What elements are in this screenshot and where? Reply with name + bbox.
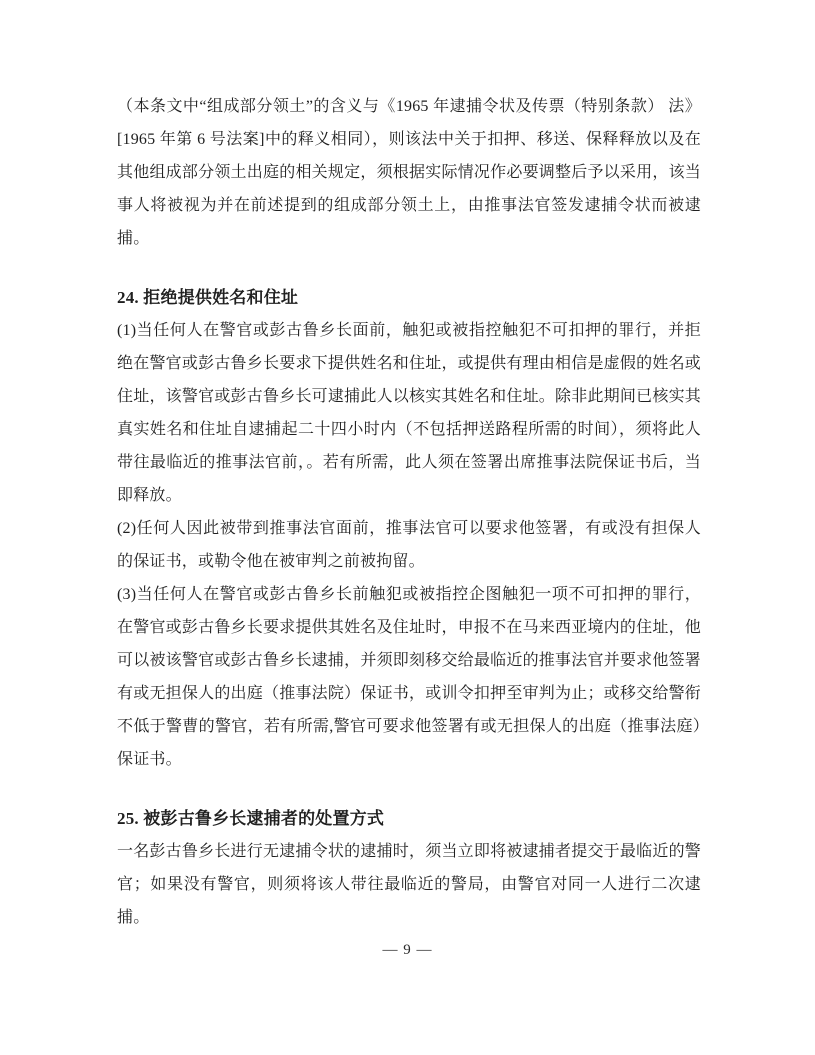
section-24-heading: 24. 拒绝提供姓名和住址 xyxy=(117,288,299,307)
section-24-paragraph-3: (3)当任何人在警官或彭古鲁乡长前触犯或被指控企图触犯一项不可扣押的罪行，在警官或彭古鲁乡长要求提供其姓名及住址时，申报不在马来西亚境内的住址，他可以被该警官或彭古鲁乡长逮捕，并须即刻移交给最临近的推事法官并要求他签署有或无担保人的出庭（推事法院）保证书，或训令扣押至审判为止；或移交给警衔不低于警曹的警官，若有所需,警官可要求他签署有或无担保人的出庭（推事法庭）保证书。 xyxy=(117,586,701,768)
section-25-heading: 25. 被彭古鲁乡长逮捕者的处置方式 xyxy=(117,809,385,828)
section-25-paragraph-1: 一名彭古鲁乡长进行无逮捕令状的逮捕时，须当立即将被逮捕者提交于最临近的警官；如果没有警官，则须将该人带往最临近的警局，由警官对同一人进行二次逮捕。 xyxy=(117,843,701,926)
section-24-paragraph-1: (1)当任何人在警官或彭古鲁乡长面前，触犯或被指控触犯不可扣押的罪行，并拒绝在警官或彭古鲁乡长要求下提供姓名和住址，或提供有理由相信是虚假的姓名或住址，该警官或彭古鲁乡长可逮捕此人以核实其姓名和住址。除非此期间已核实其真实姓名和住址自逮捕起二十四小时内（不包括押送路程所需的时间），须将此人带往最临近的推事法官前，。若有所需，此人须在签署出席推事法院保证书后，当即释放。 xyxy=(117,322,701,504)
intro-paragraph: （本条文中“组成部分领土”的含义与《1965 年逮捕令状及传票（特别条款） 法》[1965 年第 6 号法案]中的释义相同），则该法中关于扣押、移送、保释释放以及在其他组成部分领土出庭的相关规定，须根据实际情况作必要调整后予以采用，该当事人将被视为并在前述提到的组成部分领土上，由推事法官签发逮捕令状而被逮捕。 xyxy=(117,98,701,247)
section-24-paragraph-2: (2)任何人因此被带到推事法官面前，推事法官可以要求他签署，有或没有担保人的保证书，或勒令他在被审判之前被拘留。 xyxy=(117,520,701,570)
page-number: — 9 — xyxy=(382,942,433,958)
